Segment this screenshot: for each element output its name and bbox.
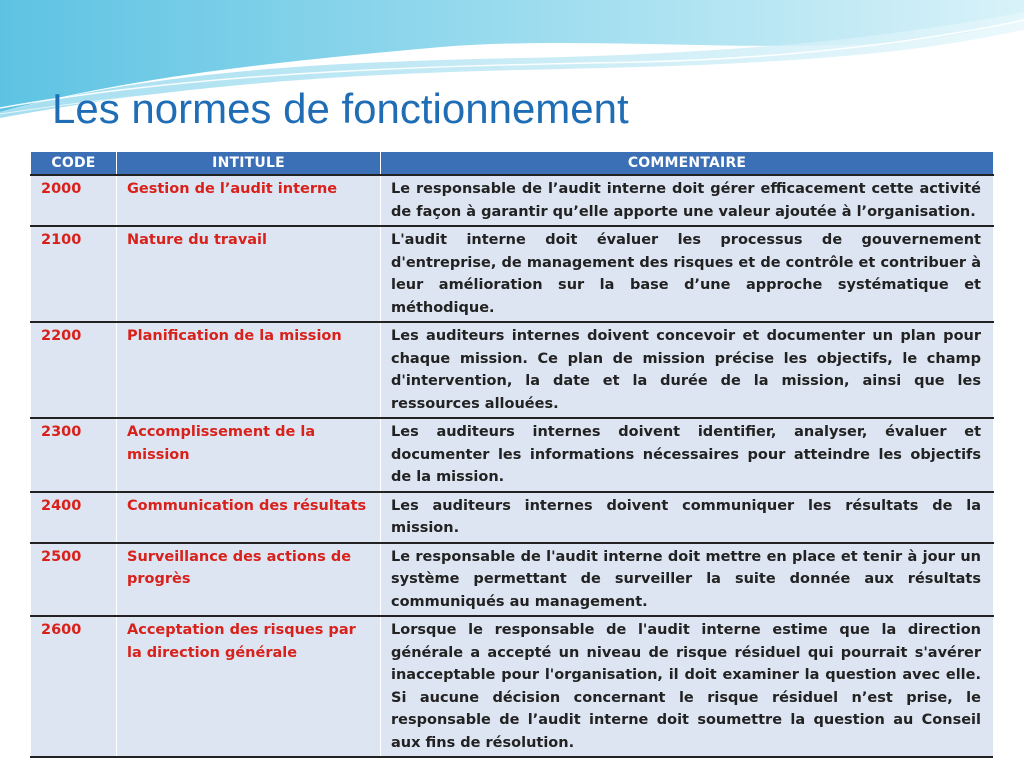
- header-intitule: INTITULE: [117, 152, 381, 176]
- intitule-cell: Communication des résultats: [117, 492, 381, 543]
- commentaire-cell: Le responsable de l’audit interne doit gérer efficacement cette activité de façon à garantir qu’elle apporte une valeur ajoutée à l’organisation.: [381, 175, 994, 226]
- header-code: CODE: [31, 152, 117, 176]
- table-row: [31, 492, 994, 543]
- commentaire-cell: Lorsque le responsable de l'audit interne estime que la direction générale a accepté un niveau de risque résiduel qui pourrait s'avérer inacceptable pour l'organisation, il doit examiner la question avec elle. Si aucune décision concernant le risque résiduel n’est prise, le responsable de l’audit interne doit soumettre la question au Conseil aux fins de résolution.: [381, 616, 994, 756]
- intitule-cell: Acceptation des risques par la direction générale: [117, 616, 381, 756]
- norms-table-container: [30, 151, 993, 758]
- table-header-row: [31, 152, 994, 176]
- intitule-cell: Nature du travail: [117, 226, 381, 322]
- code-cell: 2300: [31, 418, 117, 492]
- table-row: [31, 418, 994, 492]
- code-cell: 2000: [31, 175, 117, 226]
- slide-title: Les normes de fonctionnement: [52, 85, 629, 132]
- commentaire-cell: L'audit interne doit évaluer les processus de gouvernement d'entreprise, de management des risques et de contrôle et contribuer à leur amélioration sur la base d’une approche systématique et méthodique.: [381, 226, 994, 322]
- code-cell: 2400: [31, 492, 117, 543]
- code-cell: 2200: [31, 322, 117, 418]
- commentaire-cell: Les auditeurs internes doivent identifier, analyser, évaluer et documenter les informations nécessaires pour atteindre les objectifs de la mission.: [381, 418, 994, 492]
- table-row: [31, 322, 994, 418]
- commentaire-cell: Le responsable de l'audit interne doit mettre en place et tenir à jour un système permettant de surveiller la suite donnée aux résultats communiqués au management.: [381, 543, 994, 617]
- code-cell: 2100: [31, 226, 117, 322]
- table-row: [31, 175, 994, 226]
- intitule-cell: Gestion de l’audit interne: [117, 175, 381, 226]
- table-row: [31, 616, 994, 756]
- header-commentaire: COMMENTAIRE: [381, 152, 994, 176]
- table-row: [31, 226, 994, 322]
- intitule-cell: Surveillance des actions de progrès: [117, 543, 381, 617]
- table-row: [31, 543, 994, 617]
- code-cell: 2600: [31, 616, 117, 756]
- commentaire-cell: Les auditeurs internes doivent concevoir et documenter un plan pour chaque mission. Ce plan de mission précise les objectifs, le champ d'intervention, la date et la durée de la mission, ainsi que les ressources allouées.: [381, 322, 994, 418]
- intitule-cell: Planification de la mission: [117, 322, 381, 418]
- commentaire-cell: Les auditeurs internes doivent communiquer les résultats de la mission.: [381, 492, 994, 543]
- norms-table: [30, 151, 994, 756]
- intitule-cell: Accomplissement de la mission: [117, 418, 381, 492]
- code-cell: 2500: [31, 543, 117, 617]
